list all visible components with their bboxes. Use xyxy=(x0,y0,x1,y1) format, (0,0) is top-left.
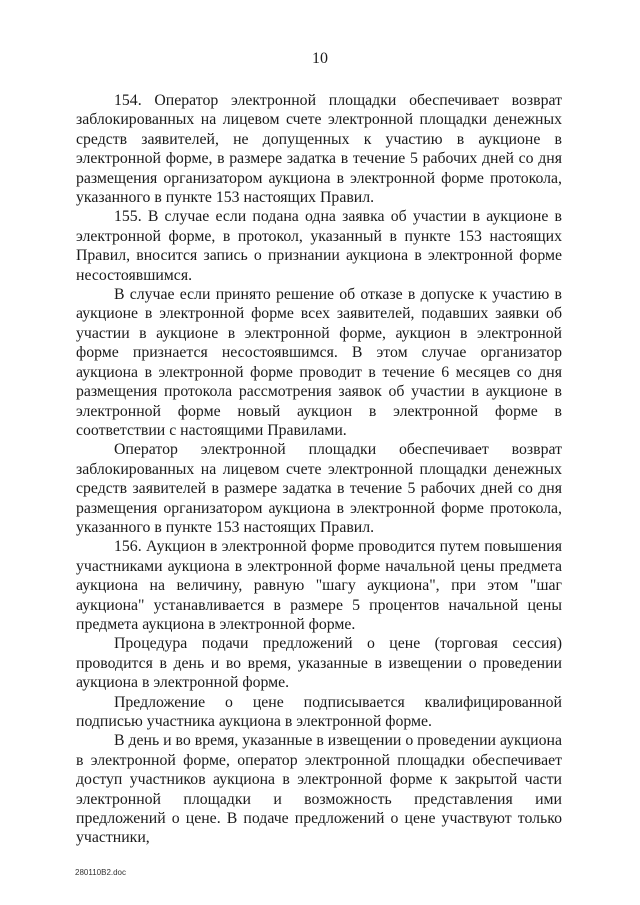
paragraph-156-access: В день и во время, указанные в извещении о проведении аукциона в электронной форме, оператор электронной площадки обеспечивает доступ участников аукциона в электронной форме к закрытой части электронной площадки и возможность представления ими предложений о цене. В подаче предложений о цене участвуют только участники, xyxy=(76,732,562,847)
paragraph-155-refusal: В случае если принято решение об отказе в допуске к участию в аукционе в электронной форме всех заявителей, подавших заявки об участии в аукционе в электронной форме, аукцион в электронной форме признается несостоявшимся. В этом случае организатор аукциона в электронной форме проводит в течение 6 месяцев со дня размещения протокола рассмотрения заявок об участии в аукционе в электронной форме новый аукцион в электронной форме в соответствии с настоящими Правилами. xyxy=(76,286,562,439)
document-filename: 280110B2.doc xyxy=(75,868,127,877)
paragraph-154: 154. Оператор электронной площадки обеспечивает возврат заблокированных на лицевом счете электронной площадки денежных средств заявителей, не допущенных к участию в аукционе в электронной форме, в размере задатка в течение 5 рабочих дней со дня размещения организатором аукциона в электронной форме протокола, указанного в пункте 153 настоящих Правил. xyxy=(76,92,562,207)
page-number: 10 xyxy=(312,50,328,67)
document-body xyxy=(76,91,562,848)
paragraph-156-trading-session: Процедура подачи предложений о цене (торговая сессия) проводится в день и во время, указанные в извещении о проведении аукциона в электронной форме. xyxy=(76,635,562,692)
paragraph-155-refund: Оператор электронной площадки обеспечивает возврат заблокированных на лицевом счете электронной площадки денежных средств заявителей в размере задатка в течение 5 рабочих дней со дня размещения организатором аукциона в электронной форме протокола, указанного в пункте 153 настоящих Правил. xyxy=(76,441,562,536)
paragraph-155: 155. В случае если подана одна заявка об участии в аукционе в электронной форме, в протокол, указанный в пункте 153 настоящих Правил, вносится запись о признании аукциона в электронной форме несостоявшимся. xyxy=(76,208,562,284)
paragraph-156: 156. Аукцион в электронной форме проводится путем повышения участниками аукциона в электронной форме начальной цены предмета аукциона на величину, равную "шагу аукциона", при этом "шаг аукциона" устанавливается в размере 5 процентов начальной цены предмета аукциона в электронной форме. xyxy=(76,538,562,633)
paragraph-156-signature: Предложение о цене подписывается квалифицированной подписью участника аукциона в электронной форме. xyxy=(76,693,562,730)
